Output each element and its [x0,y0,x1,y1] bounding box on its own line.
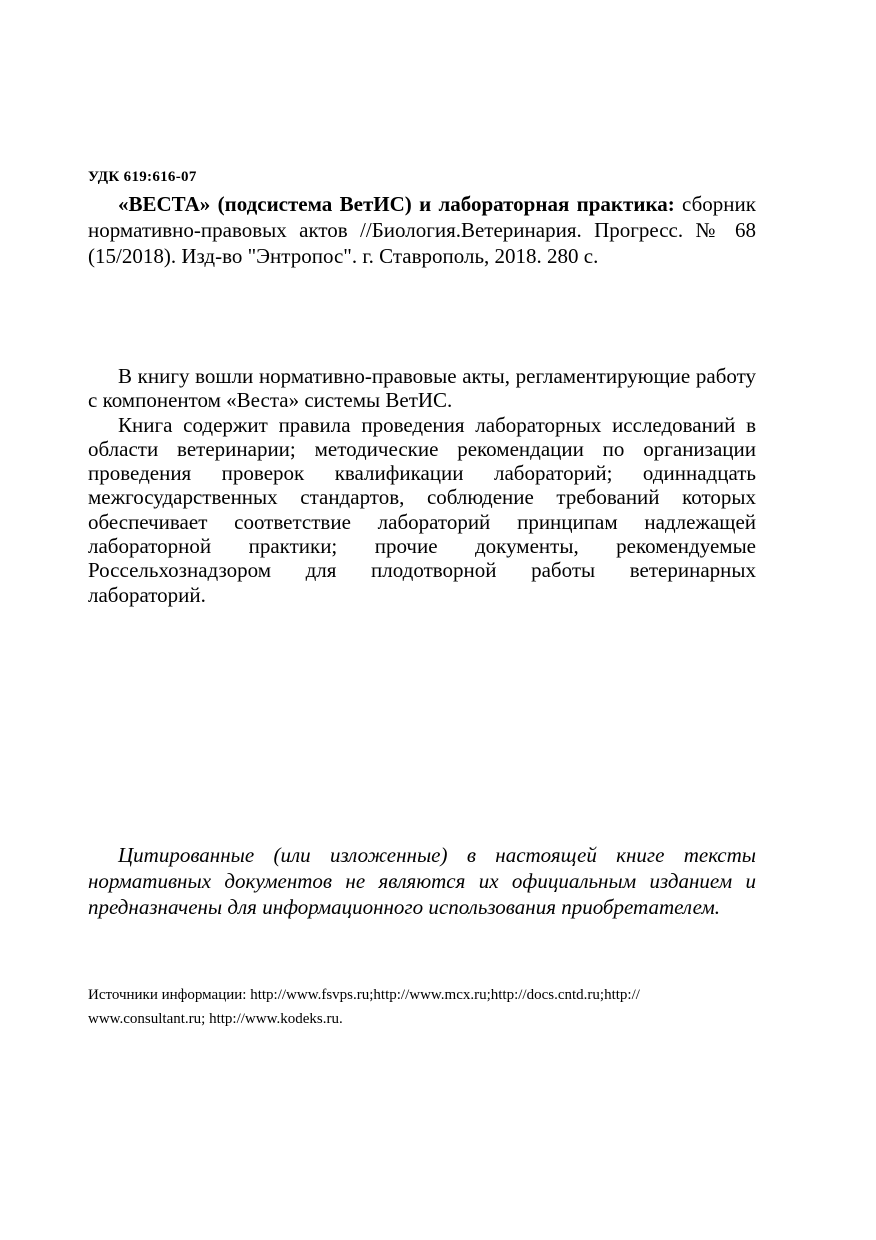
book-title: «ВЕСТА» (подсистема ВетИС) и лабораторная практика: [118,192,675,216]
disclaimer-note: Цитированные (или изложенные) в настоящей книге тексты нормативных документов не являются их официальным изданием и предназначены для информационного использования приобретателем. [88,843,756,919]
bibliographic-record [88,191,756,269]
bibliographic-details: сборник нормативно-правовых актов //Биология.Ветеринария. Прогресс. № 68 (15/2018). Изд-во "Энтропос". г. Ставрополь, 2018. 280 с. [88,192,756,268]
sources-urls-line-1: http://www.fsvps.ru;http://www.mcx.ru;http://docs.cntd.ru;http:// [246,987,640,1003]
abstract-paragraph-2: Книга содержит правила проведения лабораторных исследований в области ветеринарии; методические рекомендации по организации проведения проверок квалификации лабораторий; одиннадцать межгосударственных стандартов, соблюдение требований которых обеспечивает соответствие лабораторий принципам надлежащей лабораторной практики; прочие документы, рекомендуемые Россельхознадзором для плодотворной работы ветеринарных лабораторий. [88,412,756,607]
abstract-paragraph-1: В книгу вошли нормативно-правовые акты, регламентирующие работу с компонентом «Веста» системы ВетИС. [88,364,756,413]
information-sources [88,983,756,1031]
abstract [88,364,756,607]
sources-label: Источники информации: [88,987,247,1003]
udk-code: УДК 619:616-07 [88,169,197,185]
sources-urls-line-2: www.consultant.ru; http://www.kodeks.ru. [88,1011,343,1027]
